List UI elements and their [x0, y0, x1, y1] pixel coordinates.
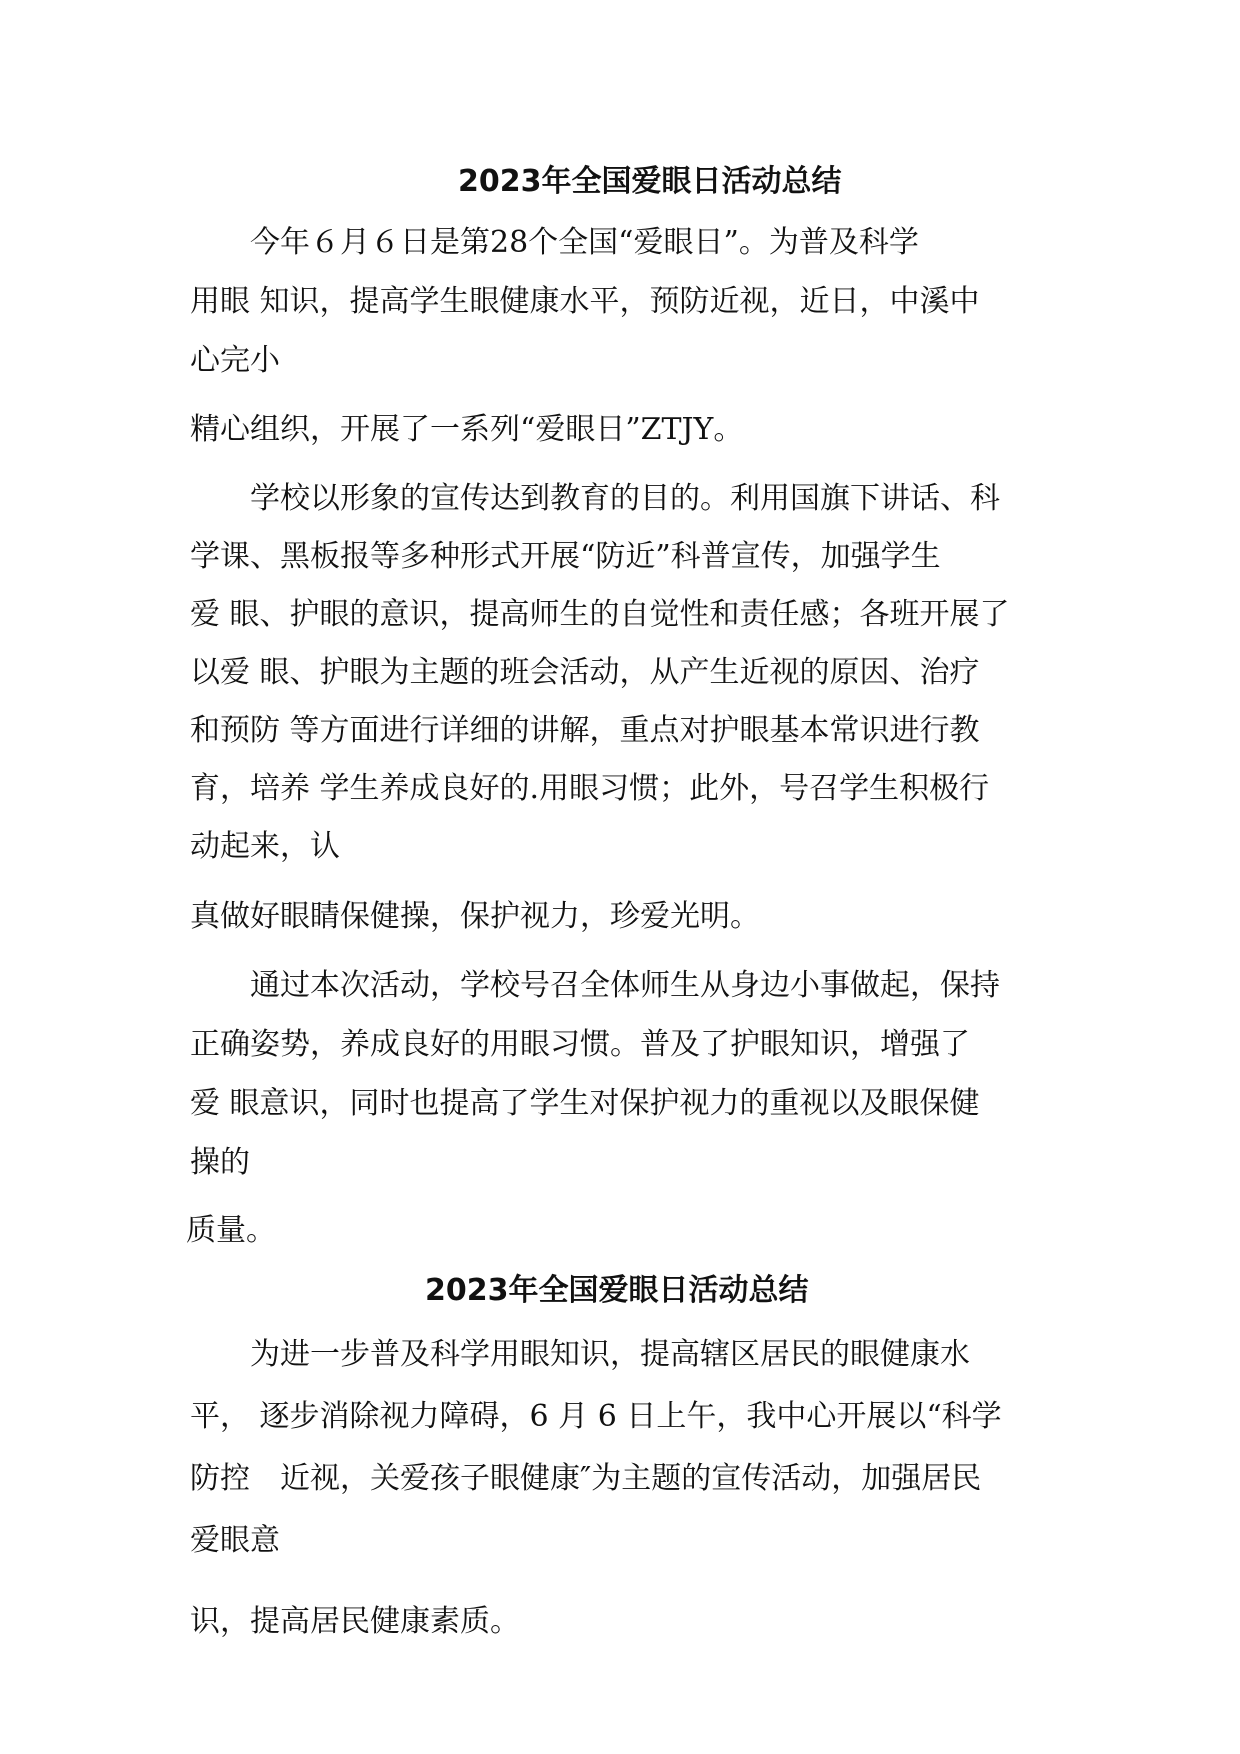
paragraph-line: 平， 逐步消除视力障碍，6 月 6 日上午，我中心开展以“科学 — [190, 1399, 1002, 1434]
document-title-2: 2023年全国爱眼日活动总结 — [425, 1273, 809, 1308]
paragraph-line: 真做好眼睛保健操，保护视力，珍爱光明。 — [190, 899, 760, 934]
paragraph-line: 防控 近视，关爱孩子眼健康″为主题的宣传活动，加强居民 — [190, 1461, 982, 1496]
paragraph-line: 正确姿势，养成良好的用眼习惯。普及了护眼知识，增强了 — [190, 1027, 970, 1062]
paragraph-line: 爱 眼、护眼的意识，提高师生的自觉性和责任感；各班开展了 — [190, 597, 1010, 632]
document-title: 2023年全国爱眼日活动总结 — [458, 164, 842, 199]
paragraph-line: 育，培养 学生养成良好的.用眼习惯；此外，号召学生积极行 — [190, 771, 990, 806]
paragraph-line: 学校以形象的宣传达到教育的目的。利用国旗下讲话、科 — [190, 481, 1000, 516]
paragraph-line: 识，提高居民健康素质。 — [190, 1604, 520, 1639]
paragraph-line: 心完小 — [190, 343, 280, 378]
paragraph-line: 精心组织，开展了一系列“爱眼日”ZTJY。 — [190, 412, 744, 447]
paragraph-line: 通过本次活动，学校号召全体师生从身边小事做起，保持 — [190, 968, 1000, 1003]
paragraph-line: 质量。 — [186, 1213, 276, 1248]
paragraph-line: 学课、黑板报等多种形式开展“防近”科普宣传，加强学生 — [190, 539, 941, 574]
paragraph-line: 用眼 知识，提高学生眼健康水平，预防近视，近日，中溪中 — [190, 284, 980, 319]
paragraph-line: 操的 — [190, 1145, 250, 1180]
paragraph-line: 动起来，认 — [190, 829, 340, 864]
paragraph-line: 爱眼意 — [190, 1523, 280, 1558]
paragraph-line: 和预防 等方面进行详细的讲解，重点对护眼基本常识进行教 — [190, 713, 980, 748]
paragraph-line: 爱 眼意识，同时也提高了学生对保护视力的重视以及眼保健 — [190, 1086, 980, 1121]
paragraph-line: 今年６月６日是第28个全国“爱眼日”。为普及科学 — [190, 225, 919, 260]
paragraph-line: 以爱 眼、护眼为主题的班会活动，从产生近视的原因、治疗 — [190, 655, 980, 690]
paragraph-line: 为进一步普及科学用眼知识，提高辖区居民的眼健康水 — [190, 1337, 970, 1372]
